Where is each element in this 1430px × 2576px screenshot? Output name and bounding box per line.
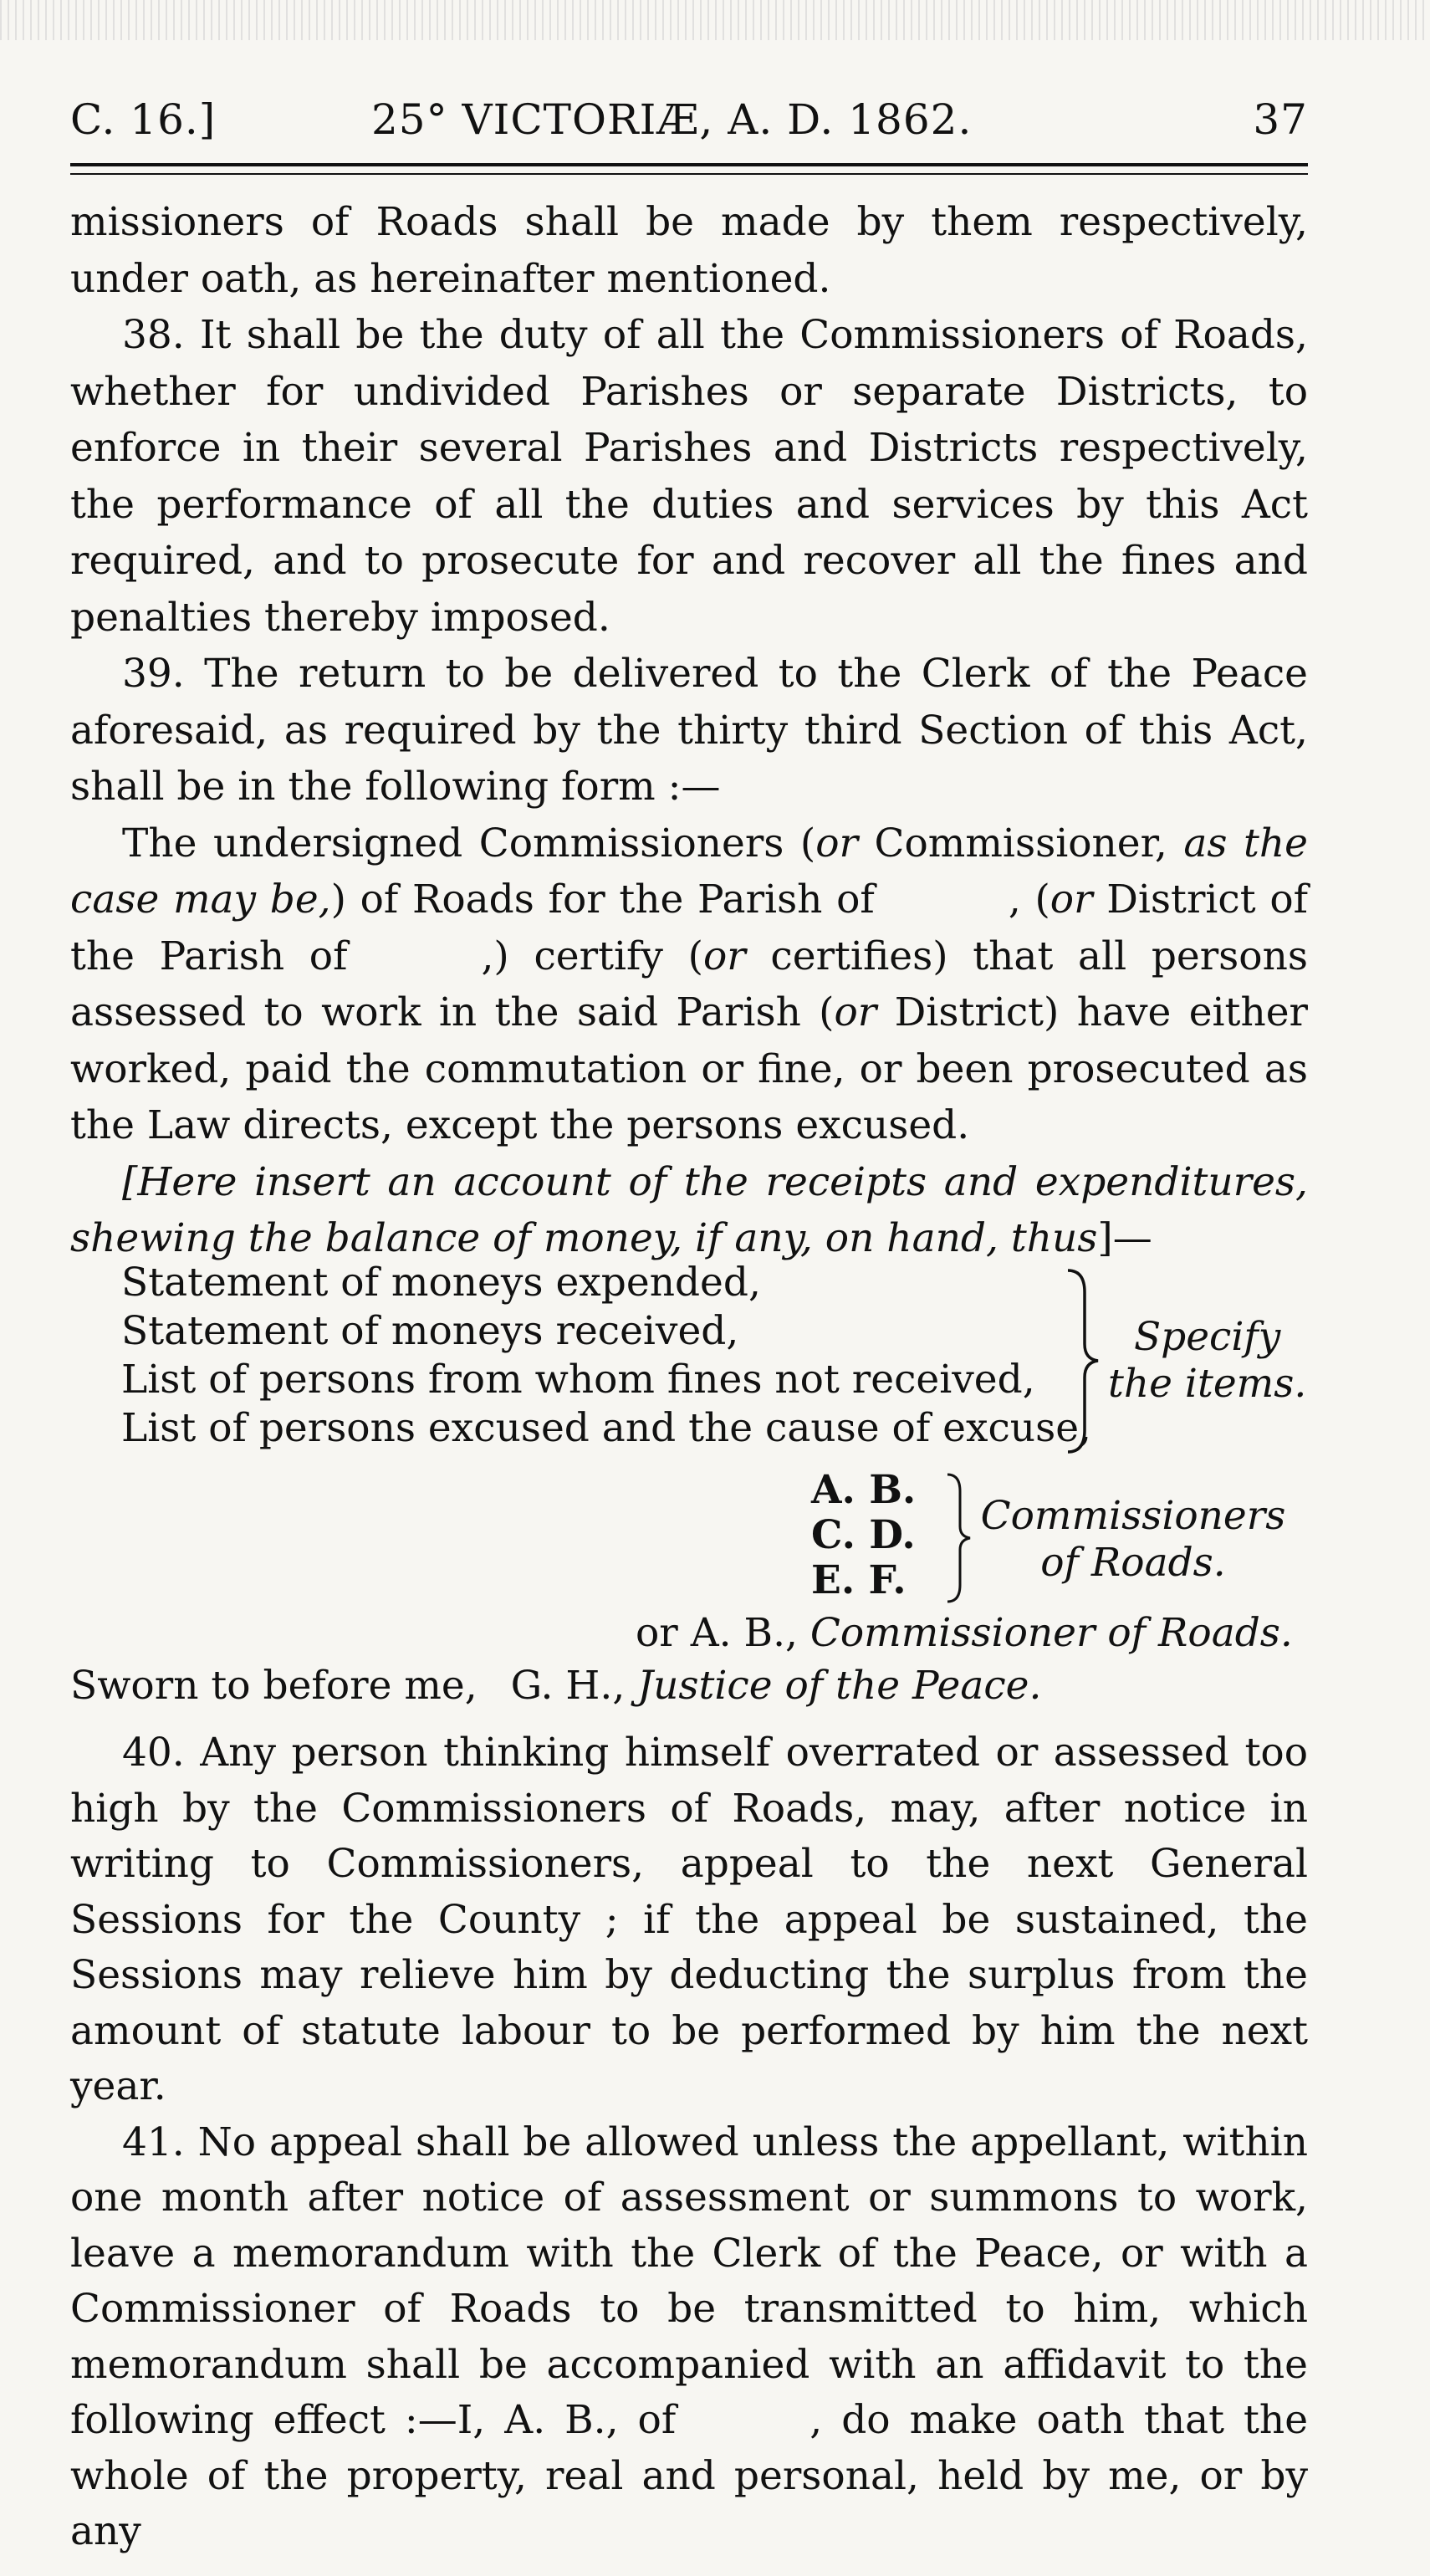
signature-block [811,1468,1313,1618]
form-as-case: as the case may be, [70,820,1308,923]
justice-title: Justice of the Peace. [637,1663,1042,1709]
commissioners-line: of Roads. [1040,1540,1226,1586]
signatory-list [811,1468,916,1603]
instruction-close-bracket: ]— [1097,1215,1152,1261]
section-39: 39. The return to be delivered to the Clerk of the Peace aforesaid, as required by the thirty third Section of this Act, shall be in the following form :— [70,651,1308,810]
section-41-part-1: 41. No appeal shall be allowed unless the appellant, within one month after notice of assessment or summons to work, leave a memorandum with the Clerk of the Peace, or with a Commissioner of Roads to be transmitted to him, which memorandum shall be accompanied with an affidavit to the following effect :—I, A. B., of [70,2119,1308,2443]
page-number: 37 [1253,95,1308,144]
main-text [70,194,1308,1267]
section-40: 40. Any person thinking himself overrated or assessed too high by the Commissioners of Roads, may, after notice in writing to Commissioners, appeal to the next General Sessions for the County ; if the appeal be sustained, the Sessions may relieve him by deducting the surplus from the amount of statute labour to be performed by him the next year. [70,1730,1308,2109]
main-text-continued [70,1725,1308,2560]
page-edge-texture [0,0,1430,40]
form-text-2: Commissioner, [858,820,1184,866]
instruction-open-bracket: [ [122,1158,138,1205]
signatory: E. F. [811,1557,907,1603]
statement-list [121,1259,1309,1459]
account-instruction [70,1154,1308,1267]
form-text-4: , ( [1008,877,1050,923]
signatory: A. B. [811,1467,917,1513]
statement-item: List of persons excused and the cause of excuse, [121,1405,1091,1451]
form-text-8: District) have either worked, paid the commutation or fine, or been prosecuted as the Law directs, except the persons excused. [70,989,1308,1148]
section-41 [70,2115,1308,2560]
justice-name: G. H., [510,1663,638,1709]
commissioner-title: Commissioner of Roads. [809,1610,1293,1656]
specify-note [1108,1314,1306,1408]
paragraph-continuation: missioners of Roads shall be made by them respectively, under oath, as hereinafter mentioned. [70,199,1308,302]
running-title: 25° VICTORIÆ, A. D. 1862. [371,95,973,144]
form-text-1: The undersigned Commissioners ( [122,820,816,866]
signatory: C. D. [811,1512,916,1558]
or-prefix: or A. B., [636,1610,810,1656]
form-or-4: or [834,989,877,1035]
section-38: 38. It shall be the duty of all the Commissioners of Roads, whether for undivided Parishes or separate Districts, to enforce in their several Parishes and Districts respectively, the performance of all the duties and services by this Act required, and to prosecute for and recover all the fines and penalties thereby imposed. [70,312,1308,641]
sworn-line [70,1663,1041,1709]
header-rule-thin [70,173,1308,175]
specify-line: the items. [1108,1361,1307,1407]
commissioners-label [978,1493,1288,1587]
statement-item: Statement of moneys received, [121,1308,739,1354]
statement-item: Statement of moneys expended, [121,1260,761,1306]
header-rule-thick [70,163,1308,166]
form-or-3: or [702,933,746,979]
form-text-6: ,) certify ( [481,933,703,979]
commissioners-line: Commissioners [980,1493,1286,1539]
running-header [70,84,1308,151]
instruction-text: Here insert an account of the receipts and expenditures, shewing the balance of money, if any, on hand, thus [70,1158,1308,1261]
chapter-reference: C. 16.] [70,95,217,144]
return-form-text [70,815,1308,1154]
right-brace-icon [945,1471,973,1605]
specify-line: Specify [1133,1314,1281,1360]
section-41-part-2: , do make oath that the whole of the property, real and personal, held by me, or by any [70,2397,1309,2554]
form-or-1: or [815,820,859,866]
form-text-7: certifies) that all persons assessed to work in the said Parish ( [70,933,1308,1035]
alternate-signatory [636,1610,1293,1656]
form-text-5: District of the Parish of [70,877,1309,979]
form-text-3: ) of Roads for the Parish of [330,877,875,923]
sworn-prefix: Sworn to before me, [70,1663,478,1709]
form-or-2: or [1050,877,1093,923]
right-brace-icon [1065,1267,1101,1455]
statement-item: List of persons from whom fines not received, [121,1357,1035,1403]
